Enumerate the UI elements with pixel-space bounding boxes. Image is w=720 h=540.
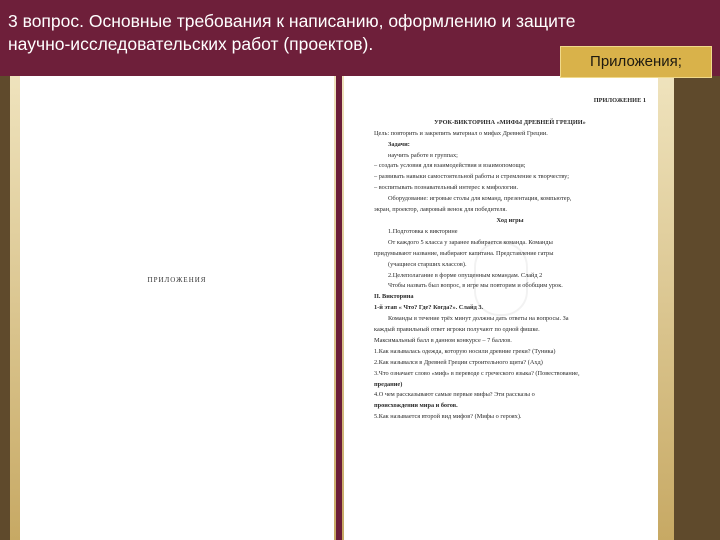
- document-line: Цель: повторить и закрепить материал о мифах Древней Греции.: [374, 129, 548, 137]
- document-line: – развивать навыки самостоятельной работы и стремление к творчеству;: [374, 173, 569, 181]
- right-document-page: [344, 76, 658, 540]
- document-line: предание): [374, 380, 403, 388]
- document-line: 3.Что означает слово «миф» в переводе с греческого языка? (Повествование,: [374, 369, 580, 377]
- page-divider: [336, 76, 342, 540]
- slide-title-line-2: научно-исследовательских работ (проектов).: [8, 34, 374, 54]
- document-line: (учащиеся старших классов).: [388, 260, 467, 268]
- document-line: – воспитывать познавательный интерес к мифологии.: [374, 184, 519, 192]
- document-line: От каждого 5 класса у заранее выбирается команда. Команды: [388, 238, 553, 246]
- document-line: 2.Целеполагание в форме опущенным командам. Слайд 2: [388, 271, 543, 279]
- document-stage: [0, 76, 720, 540]
- document-line: 1-й этап « Что? Где? Когда?». Слайд 3.: [374, 304, 484, 312]
- document-line: Ход игры: [496, 216, 524, 224]
- document-line: ПРИЛОЖЕНИЕ 1: [593, 97, 646, 104]
- document-line: Команды в течение трёх минут должны дать ответы на вопросы. За: [388, 315, 569, 323]
- document-line: II. Викторина: [374, 293, 414, 301]
- document-line: 4.О чем рассказывают самые первые мифы? Эти рассказы о: [374, 391, 535, 399]
- document-line: 1.Подготовка к викторине: [388, 227, 458, 235]
- document-line: Чтобы назвать был вопрос, в игре мы повторим и обобщим урок.: [388, 282, 563, 290]
- appendix-text: [374, 96, 646, 423]
- document-line: 5.Как называется второй вид мифов? (Мифы о героях).: [374, 413, 522, 421]
- document-line: – создать условия для взаимодействия и взаимопомощи;: [374, 162, 526, 170]
- document-line: придумывают название, выбирают капитана. Представление гатры: [374, 249, 554, 257]
- slide-title-line-1: 3 вопрос. Основные требования к написанию, оформлению и защите: [8, 11, 576, 31]
- document-line: 2.Как назывался в Древней Греции строительного щита? (Ахд): [374, 358, 543, 366]
- document-line: УРОК-ВИКТОРИНА «МИФЫ ДРЕВНЕЙ ГРЕЦИИ»: [434, 118, 586, 126]
- document-line: 1.Как называлась одежда, которую носили древние греки? (Туника): [374, 347, 556, 355]
- left-document-page: [20, 76, 334, 540]
- appendix-badge: Приложения;: [560, 46, 712, 78]
- document-line: Задачи:: [388, 140, 410, 148]
- document-line: научить работе в группах;: [388, 151, 458, 159]
- document-line: [374, 107, 646, 118]
- document-line: каждый правильный ответ игроки получают по одной фишке.: [374, 326, 540, 334]
- document-line: происхождении мира и богов.: [374, 402, 458, 410]
- document-line: Максимальный балл в данном конкурсе – 7 баллов.: [374, 336, 512, 344]
- appendix-page-label: ПРИЛОЖЕНИЯ: [147, 276, 207, 284]
- document-line: Оборудование: игровые столы для команд, презентация, компьютер,: [388, 195, 572, 203]
- document-line: экран, проектор, лавровый венок для победителя.: [374, 206, 507, 214]
